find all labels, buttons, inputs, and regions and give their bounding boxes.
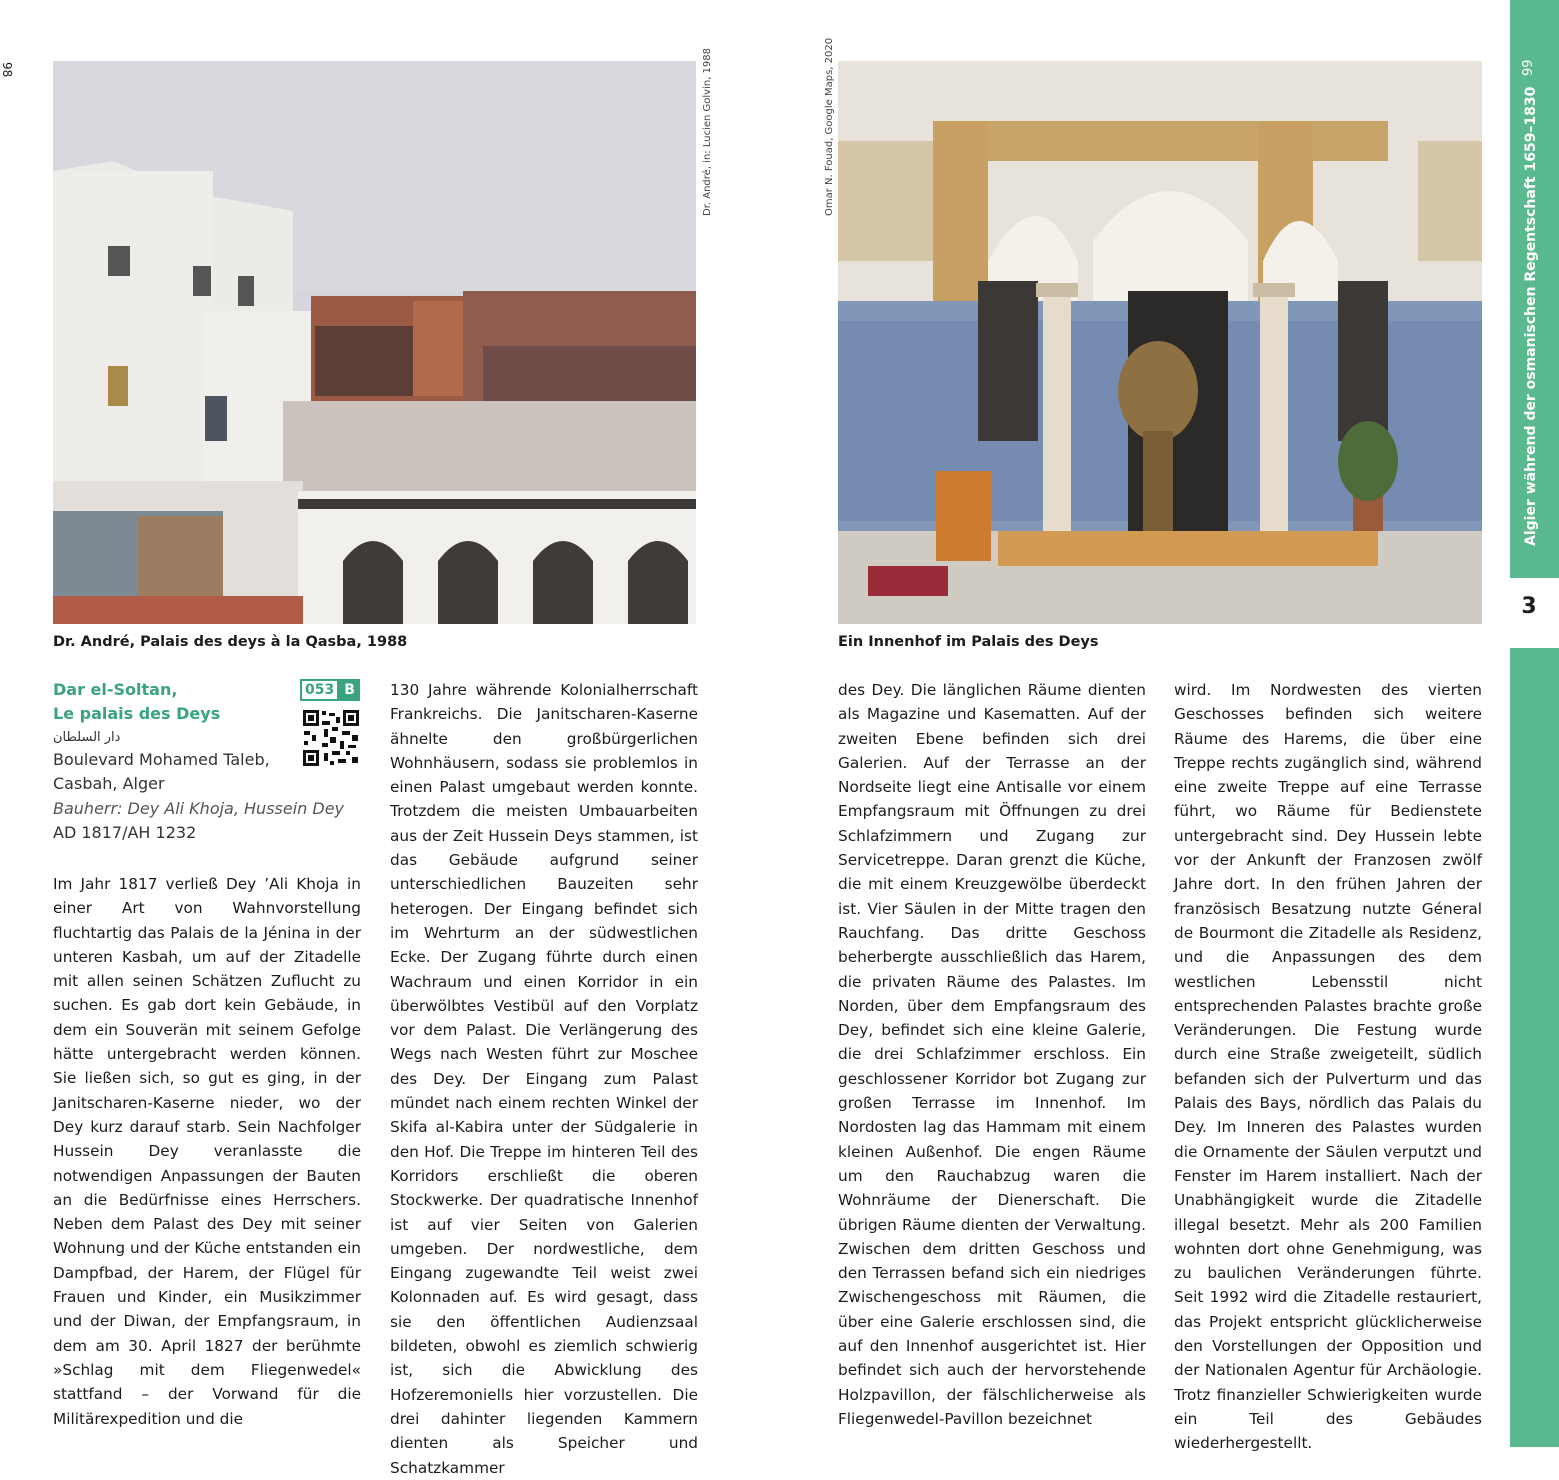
entry-title-line2: Le palais des Deys [53,704,221,723]
photo-credit-left: Dr. André, in: Lucien Golvin, 1988 [702,47,713,216]
entry-title-line1: Dar el-Soltan, [53,680,178,699]
photo-credit-right: Omar N. Fouad, Google Maps, 2020 [824,37,835,216]
entry-badge [300,679,360,701]
chapter-number: 3 [1521,594,1537,619]
entry-meta [53,748,344,845]
date: AD 1817/AH 1232 [53,822,197,842]
entry-arabic-name: دار السلطان [53,730,121,745]
caption-right: Ein Innenhof im Palais des Deys [838,634,1099,650]
entry-title [53,678,220,726]
photo-innenhof [838,61,1482,624]
paragraph: wird. Im Nordwesten des vierten Geschosses befinden sich weitere Räume des Harems, die über eine Treppe rechts zugänglich sind, während eine zweite Treppe auf eine Terrasse führt, wo Räume für Bedienstete untergebracht sind. Dey Hussein lebte vor der Ankunft der Franzosen zwölf Jahre dort. In den frühen Jahren der französisch Besatzung nutzte Géneral de Bourmont die Zitadelle als Residenz, und die Anpassungen des dem westlichen Lebensstil nicht entsprechenden Palastes brachte große Veränderungen. Die Festung wurde durch eine Straße zweigeteilt, südlich befanden sich der Pulverturm und das Palais des Bays, nördlich das Palais du Dey. Im Inneren des Palastes wurden die Ornamente der Säulen verputzt und Fenster im Harem installiert. Nach der Unabhängigkeit wurde die Zitadelle illegal besetzt. Mehr als 200 Familien wohnten dort ohne Genehmigung, was zu baulichen Veränderungen führte. Seit 1992 wird die Zitadelle restauriert, das Projekt entspricht glücklicherweise den Vorstellungen der Opposition und der Nationalen Agentur für Archäologie. Trotz finanzieller Schwierigkeiten wurde ein Teil des Gebäudes wiederhergestellt. [1174,681,1482,1453]
page-number-right: 99 [1521,59,1536,76]
entry-letter: B [339,679,360,701]
chapter-tab-lower [1510,648,1559,1447]
builder: Bauherr: Dey Ali Khoja, Hussein Dey [53,798,345,818]
paragraph: Im Jahr 1817 verließ Dey ’Ali Khoja in einer Art von Wahnvorstellung fluchtartig das Palais de la Jénina in der unteren Kasbah, um auf der Zitadelle mit allen seinen Schätzen Zuflucht zu suchen. Es gab dort kein Gebäude, in dem ein Souverän mit seinem Gefolge hätte untergebracht werden können. Sie ließen sich, so gut es ging, in der Janitscharen-Kaserne nieder, wo der Dey kurz darauf starb. Sein Nachfolger Hussein Dey veranlasste die notwendigen Anpassungen der Bauten an die Bedürfnisse eines Herrschers. Neben dem Palast des Dey mit seiner Wohnung und der Küche entstanden ein Dampfbad, der Harem, der Flügel für Frauen und Kinder, ein Musikzimmer und der Diwan, der Empfangsraum, in dem am 30. April 1827 der berühmte »Schlag mit dem Fliegenwedel« stattfand – der Vorwand für die Militärexpedition und die [53,875,361,1428]
text-column-3 [838,678,1146,1431]
text-column-1 [53,872,361,1431]
entry-number: 053 [300,679,339,701]
caption-left: Dr. André, Palais des deys à la Qasba, 1988 [53,634,408,650]
text-column-2 [390,678,698,1480]
page-number-left: 98 [0,62,14,78]
paragraph: 130 Jahre währende Kolonialherrschaft Frankreichs. Die Janitscharen-Kaserne ähnelte den großbürgerlichen Wohnhäusern, sodass sie problemlos in einen Palast umgebaut werden konnte. Trotzdem die meisten Umbauarbeiten aus der Zeit Hussein Deys stammen, ist das Gebäude aufgrund seiner unterschiedlichen Bauzeiten sehr heterogen. Der Eingang befindet sich im Wehrturm an der südwestlichen Ecke. Der Zugang führte durch einen Wachraum und einen Korridor in ein überwölbtes Vestibül auf den Vorplatz vor dem Palast. Die Verlängerung des Wegs nach Westen führt zur Moschee des Dey. Der Eingang zum Palast mündet nach einem rechten Winkel der Skifa al-Kabira unter der Südgalerie in den Hof. Die Treppe im hinteren Teil des Korridors erschließt die oberen Stockwerke. Der quadratische Innenhof ist auf vier Seiten von Galerien umgeben. Der nordwestliche, dem Eingang zugewandte Teil weist zwei Kolonnaden auf. Es wird gesagt, dass sie den öffentlichen Audienzsaal bildeten, obwohl es ziemlich schwierig ist, sich die Abwicklung des Hofzeremoniells hier vorzustellen. Die drei dahinter liegenden Kammern dienten als Speicher und Schatzkammer [390,681,698,1477]
photo-palais-exterior [53,61,696,624]
address-line1: Boulevard Mohamed Taleb, [53,750,270,769]
chapter-title: Algier während der osmanischen Regentschaft 1659–1830 [1523,86,1539,546]
paragraph: des Dey. Die länglichen Räume dienten als Magazine und Kasematten. Auf der zweiten Ebene befinden sich drei Galerien. Auf der Terrasse an der Nordseite liegt eine Antisalle vor einem Empfangsraum mit Öffnungen zu drei Schlafzimmern und Zugang zur Servicetreppe. Daran grenzt die Küche, die mit einem Kreuzgewölbe überdeckt ist. Vier Säulen in der Mitte tragen den Rauchfang. Das dritte Geschoss beherbergte ausschließlich das Harem, die privaten Räume des Palastes. Im Norden, über dem Empfangsraum des Dey, befindet sich eine kleine Galerie, die drei Schlafzimmer erschloss. Ein geschlossener Korridor bot Zugang zur großen Terrasse im Innenhof. Im Nordosten lag das Hammam mit einem kleinen Außenhof. Die engen Räume um den Rauchabzug waren die Wohnräume der Dienerschaft. Die übrigen Räume dienten der Verwaltung. Zwischen dem dritten Geschoss und den Terrassen befand sich ein niedriges Zwischengeschoss mit Räumen, die über eine Galerie erschlossen sind, die auf den Innenhof ausgerichtet ist. Hier befindet sich auch der hervorstehende Holzpavillon, der fälschlicherweise als Fliegenwedel-Pavillon bezeichnet [838,681,1146,1428]
text-column-4 [1174,678,1482,1456]
address-line2: Casbah, Alger [53,774,165,794]
